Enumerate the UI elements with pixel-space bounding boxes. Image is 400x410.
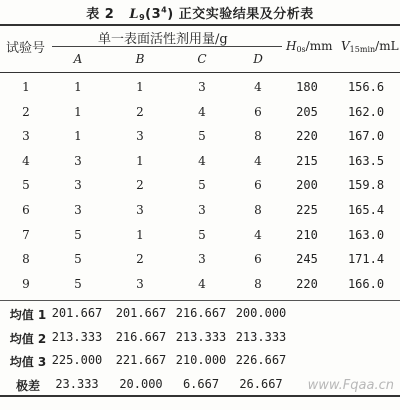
factor-level-cell: 5 (74, 227, 82, 242)
factor-level-cell: 4 (254, 153, 262, 168)
summary-label: 均值 2 (9, 331, 47, 346)
design-args: (3 (145, 7, 162, 22)
foam-height-cell: 225 (296, 203, 318, 217)
factor-level-cell: 4 (198, 276, 206, 291)
factor-level-cell: 3 (136, 129, 144, 144)
trial-number: 5 (22, 178, 30, 193)
summary-value-cell: 213.333 (235, 329, 287, 344)
volume-cell: 165.4 (347, 203, 385, 217)
summary-label: 极差 (15, 378, 40, 393)
factor-level-cell: 4 (198, 104, 206, 119)
factor-level-cell: 8 (254, 129, 262, 144)
volume-cell: 156.6 (347, 80, 385, 94)
volume-cell: 162.0 (347, 104, 385, 119)
summary-value-cell: 201.667 (115, 306, 167, 320)
factor-level-cell: 1 (74, 129, 82, 144)
summary-value-cell: 213.333 (51, 329, 103, 344)
factor-level-cell: 1 (136, 227, 144, 242)
summary-value-cell: 200.000 (235, 306, 287, 320)
trial-number: 4 (22, 153, 30, 168)
trial-number: 8 (22, 252, 30, 267)
trial-number: 3 (22, 129, 30, 144)
design-close: ) (167, 7, 174, 22)
row-label-header: 试验号 (6, 41, 46, 56)
factor-level-cell: 3 (198, 252, 206, 267)
factor-level-cell: 3 (136, 276, 144, 291)
table-number: 表 2 (86, 7, 115, 22)
factor-level-cell: 1 (136, 153, 144, 168)
foam-height-cell: 215 (296, 153, 318, 168)
summary-value-cell: 221.667 (115, 353, 167, 367)
volume-header (341, 39, 399, 54)
v-subscript: 15min (349, 45, 376, 54)
foam-height-cell: 210 (296, 227, 318, 242)
design-symbol: L (129, 7, 140, 22)
factor-level-cell: 6 (254, 178, 262, 193)
factor-level-cell: 2 (136, 178, 144, 193)
factor-level-cell: 8 (254, 203, 262, 217)
factor-level-cell: 1 (74, 104, 82, 119)
foam-height-header (286, 39, 332, 54)
factor-level-cell: 8 (254, 276, 262, 291)
foam-height-cell: 220 (296, 276, 318, 291)
summary-value-cell: 226.667 (235, 353, 287, 367)
factor-level-cell: 6 (254, 104, 262, 119)
foam-height-cell: 205 (296, 104, 318, 119)
summary-value-cell: 6.667 (182, 376, 220, 391)
factor-level-cell: 5 (198, 227, 206, 242)
summary-value-cell: 216.667 (115, 329, 167, 344)
foam-height-cell: 180 (296, 80, 318, 94)
factor-level-cell: 5 (198, 129, 206, 144)
summary-rule (0, 300, 400, 301)
factor-level-cell: 2 (136, 252, 144, 267)
v-symbol: V (341, 39, 350, 53)
summary-value-cell: 20.000 (119, 376, 163, 391)
factor-level-cell: 5 (74, 252, 82, 267)
factor-d-header: D (253, 52, 263, 66)
trial-number: 2 (22, 104, 30, 119)
h-subscript: 0s (296, 45, 306, 54)
summary-value-cell: 225.000 (51, 353, 103, 367)
watermark: www.Fqaa.cn (307, 378, 394, 393)
volume-cell: 167.0 (347, 129, 385, 144)
table-caption (0, 3, 400, 22)
group-header: 单一表面活性剂用量/g (98, 32, 228, 47)
volume-cell: 159.8 (347, 178, 385, 193)
volume-cell: 171.4 (347, 252, 385, 267)
factor-level-cell: 3 (136, 203, 144, 217)
summary-label: 均值 1 (9, 308, 47, 322)
factor-level-cell: 6 (254, 252, 262, 267)
foam-height-cell: 200 (296, 178, 318, 193)
design-superscript: 4 (161, 5, 168, 15)
factor-level-cell: 3 (74, 153, 82, 168)
summary-label: 均值 3 (9, 355, 47, 369)
summary-value-cell: 210.000 (175, 353, 227, 367)
volume-cell: 163.5 (347, 153, 385, 168)
summary-value-cell: 23.333 (55, 376, 99, 391)
trial-number: 6 (22, 203, 30, 217)
trial-number: 7 (22, 227, 30, 242)
factor-c-header: C (197, 52, 207, 66)
foam-height-cell: 220 (296, 129, 318, 144)
foam-height-cell: 245 (296, 252, 318, 267)
summary-value-cell: 26.667 (239, 376, 283, 391)
trial-number: 9 (22, 276, 30, 291)
factor-level-cell: 3 (198, 80, 206, 94)
top-rule (0, 24, 400, 26)
bottom-rule (0, 395, 400, 397)
design-subscript: 9 (139, 13, 146, 22)
factor-level-cell: 5 (198, 178, 206, 193)
factor-level-cell: 4 (254, 80, 262, 94)
factor-level-cell: 1 (74, 80, 82, 94)
v-unit: /mL (375, 39, 399, 53)
volume-cell: 166.0 (347, 276, 385, 291)
factor-level-cell: 1 (136, 80, 144, 94)
factor-level-cell: 3 (74, 203, 82, 217)
factor-level-cell: 3 (74, 178, 82, 193)
factor-level-cell: 3 (198, 203, 206, 217)
factor-level-cell: 2 (136, 104, 144, 119)
factor-level-cell: 4 (254, 227, 262, 242)
caption-title: 正交实验结果及分析表 (178, 7, 314, 22)
volume-cell: 163.0 (347, 227, 385, 242)
factor-a-header: A (73, 52, 83, 66)
h-unit: /mm (305, 39, 333, 53)
factor-level-cell: 4 (198, 153, 206, 168)
summary-value-cell: 216.667 (175, 306, 227, 320)
trial-number: 1 (22, 80, 30, 94)
factor-level-cell: 5 (74, 276, 82, 291)
h-symbol: H (286, 39, 297, 53)
summary-value-cell: 201.667 (51, 306, 103, 320)
summary-value-cell: 213.333 (175, 329, 227, 344)
factor-b-header: B (135, 52, 145, 66)
header-rule (0, 72, 400, 73)
